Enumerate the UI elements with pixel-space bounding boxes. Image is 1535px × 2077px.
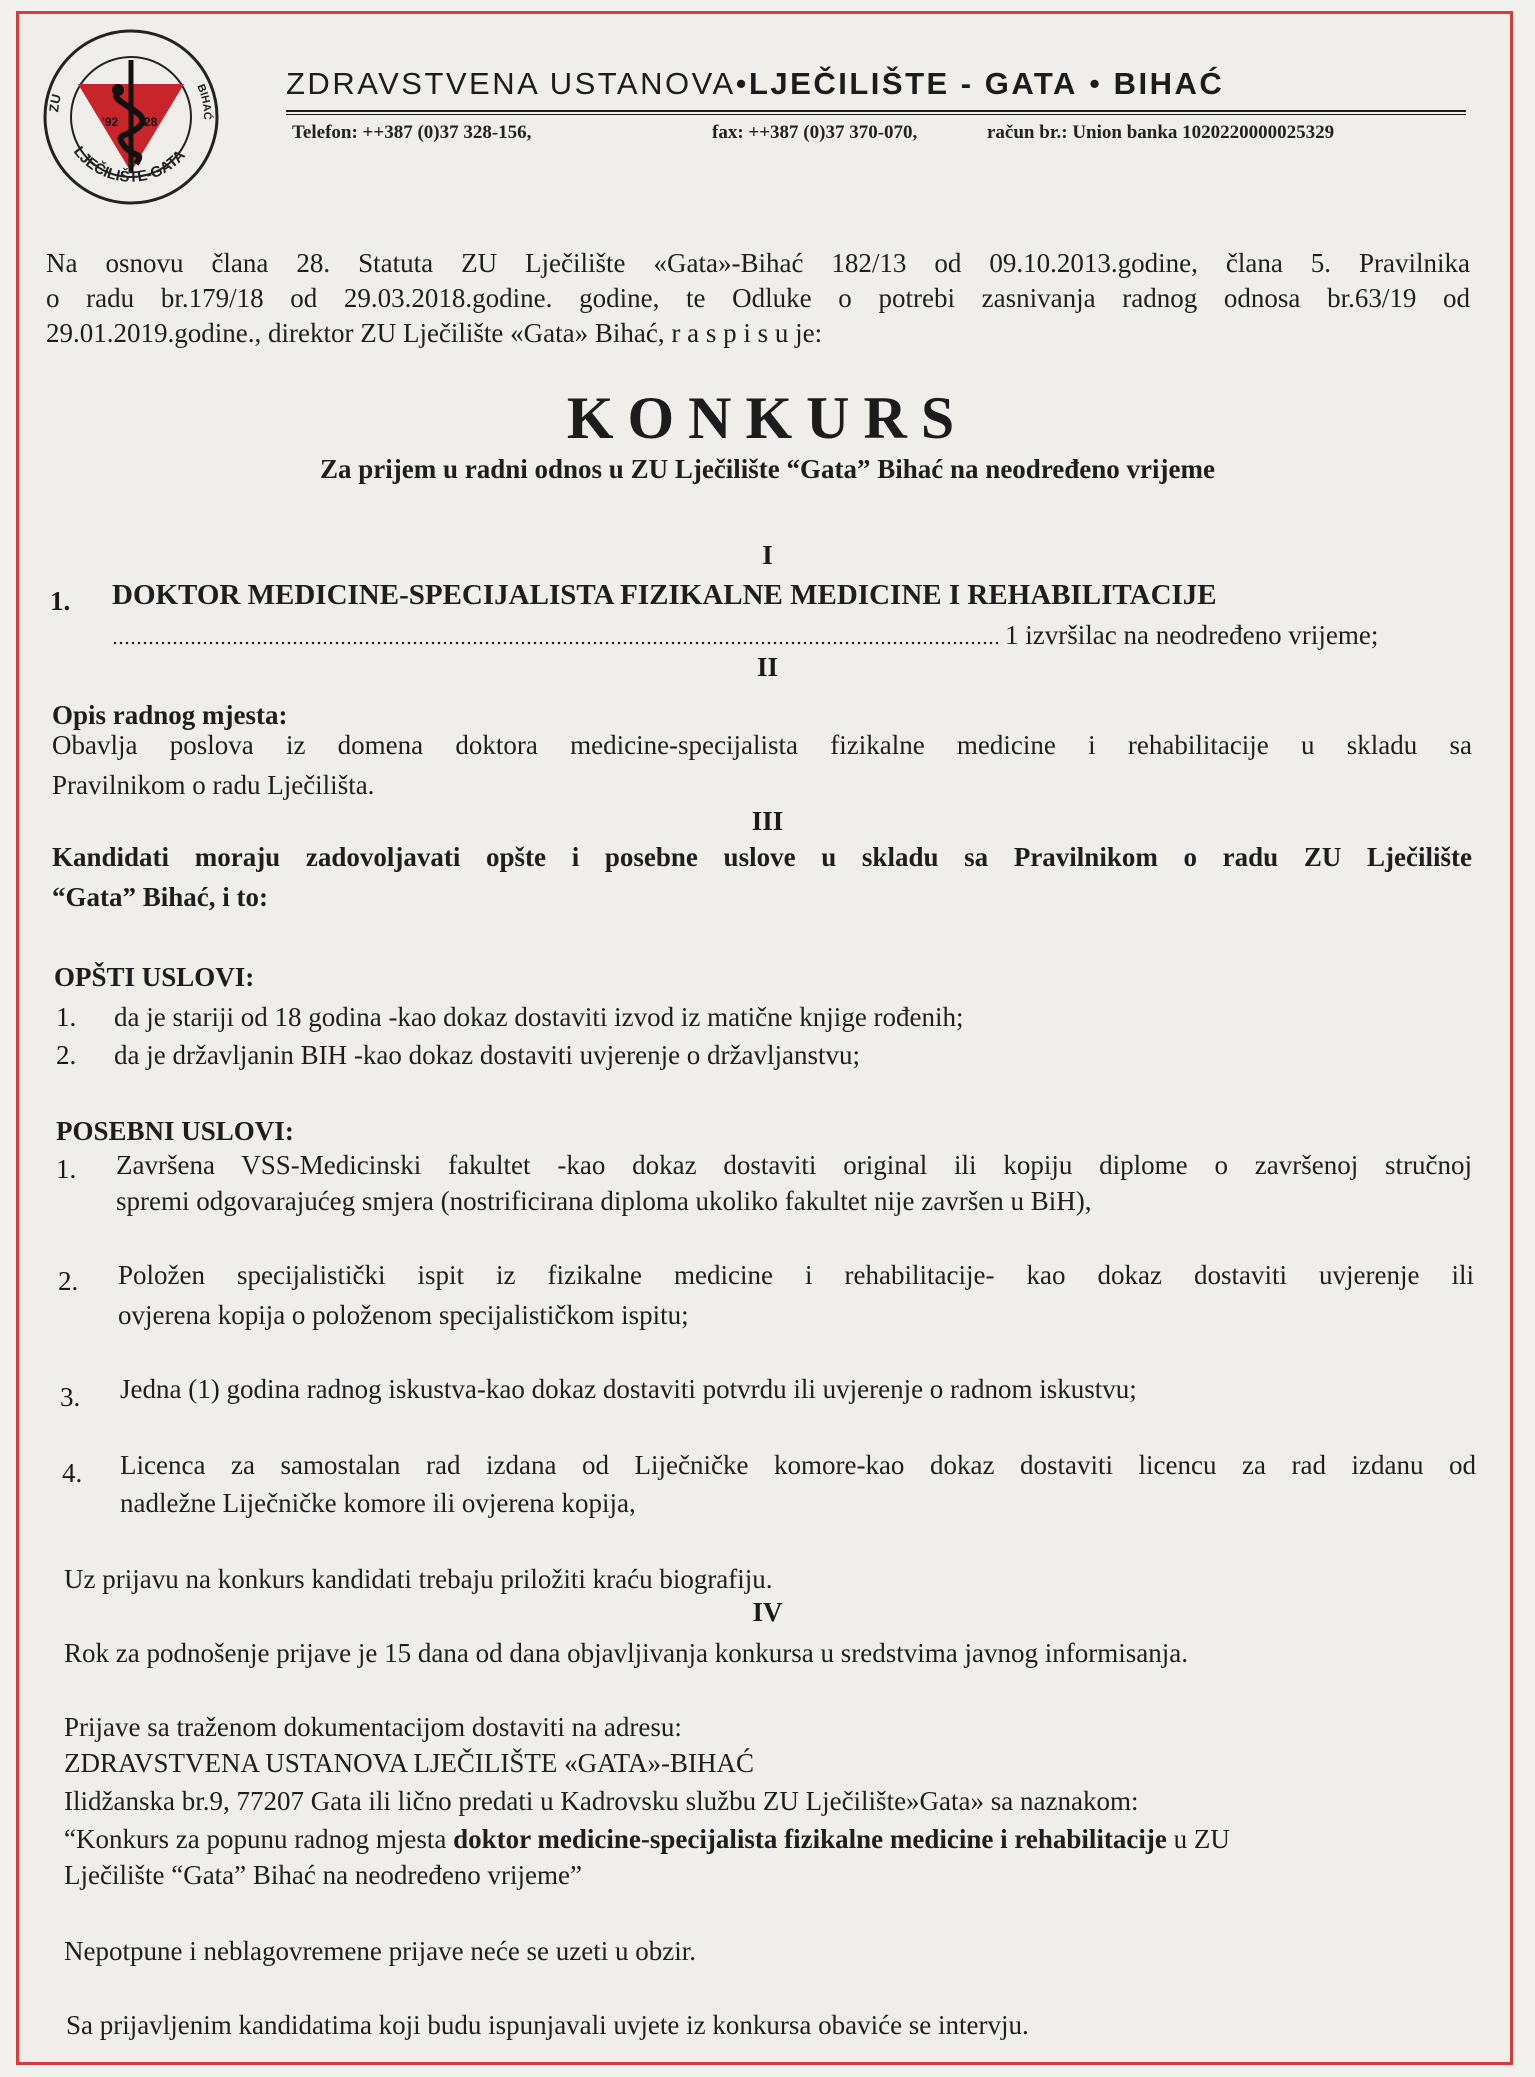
section-number-I: I — [762, 540, 773, 570]
special-conditions-heading: POSEBNI USLOVI: — [56, 1116, 294, 1146]
phone: Telefon: ++387 (0)37 328-156, — [292, 122, 532, 143]
job-description-line: Pravilnikom o radu Lječilišta. — [52, 770, 375, 800]
position-count: 1 izvršilac na neodređeno vrijeme; — [1005, 620, 1379, 650]
conditions-heading: “Gata” Bihać, i to: — [52, 882, 268, 912]
address-name: ZDRAVSTVENA USTANOVA LJEČILIŠTE «GATA»-BIHAĆ — [64, 1748, 754, 1778]
position-title: DOKTOR MEDICINE-SPECIJALISTA FIZIKALNE MEDICINE I REHABILITACIJE — [112, 579, 1217, 611]
institution-part1: ZDRAVSTVENA USTANOVA — [286, 66, 736, 101]
general-condition: da je stariji od 18 godina -kao dokaz dostaviti izvod iz matične knjige rođenih; — [114, 1002, 964, 1032]
list-number: 1. — [56, 1154, 77, 1184]
application-mark-line2: Lječilište “Gata” Bihać na neodređeno vrijeme” — [64, 1860, 582, 1890]
header-rule-top — [286, 110, 1466, 112]
cv-note: Uz prijavu na konkurs kandidati trebaju priložiti kraću biografiju. — [64, 1564, 773, 1594]
special-condition: Završena VSS-Medicinski fakultet -kao dokaz dostaviti original ili kopiju diplome o završenoj stručnoj — [116, 1150, 1472, 1180]
interview-note: Sa prijavljenim kandidatima koji budu ispunjavali uvjete iz konkursa obaviće se intervju. — [66, 2010, 1029, 2040]
general-condition: da je državljanin BIH -kao dokaz dostaviti uvjerenje o državljanstvu; — [114, 1040, 861, 1070]
section-number-III: III — [751, 806, 784, 836]
separator-dot: • — [735, 66, 749, 101]
preamble-line: 29.01.2019.godine., direktor ZU Lječilište «Gata» Bihać, r a s p i s u je: — [46, 318, 823, 348]
list-number: 2. — [56, 1040, 77, 1070]
job-description-line: Obavlja poslova iz domena doktora medicine-specijalista fizikalne medicine i rehabilitacije u skladu sa — [52, 730, 1472, 760]
mark-suffix: u ZU — [1166, 1824, 1230, 1854]
address-intro: Prijave sa traženom dokumentacijom dostaviti na adresu: — [64, 1712, 682, 1742]
special-condition: ovjerena kopija o položenom specijalističkom ispitu; — [118, 1300, 689, 1330]
svg-text:ZU: ZU — [46, 92, 65, 113]
section-number-II: II — [756, 652, 778, 682]
svg-text:28: 28 — [144, 115, 158, 129]
institution-part2: LJEČILIŠTE - GATA — [748, 66, 1078, 101]
general-conditions-heading: OPŠTI USLOVI: — [54, 962, 255, 992]
institution-name — [286, 66, 1224, 102]
special-condition: spremi odgovarajućeg smjera (nostrificirana diploma ukoliko fakultet nije završen u BiH), — [116, 1186, 1092, 1216]
application-mark — [64, 1822, 1484, 1856]
conditions-heading: Kandidati moraju zadovoljavati opšte i posebne uslove u skladu sa Pravilnikom o radu ZU Lječilište — [52, 842, 1472, 872]
incomplete-note: Nepotpune i neblagovremene prijave neće se uzeti u obzir. — [64, 1936, 696, 1966]
position-number: 1. — [50, 586, 71, 616]
svg-text:'92: '92 — [102, 115, 119, 129]
special-condition: Licenca za samostalan rad izdana od Liječničke komore-kao dokaz dostaviti licencu za rad izdanu od — [120, 1450, 1476, 1480]
job-description-heading: Opis radnog mjesta: — [52, 700, 288, 730]
bank-account: račun br.: Union banka 1020220000025329 — [987, 122, 1335, 143]
deadline: Rok za podnošenje prijave je 15 dana od dana objavljivanja konkursa u sredstvima javnog informisanja. — [64, 1638, 1188, 1668]
svg-text:LJEČILIŠTE-GATA: LJEČILIŠTE-GATA — [69, 143, 189, 186]
special-condition: Položen specijalistički ispit iz fizikalne medicine i rehabilitacije- kao dokaz dostaviti uvjerenje ili — [118, 1260, 1474, 1290]
address-line: Ilidžanska br.9, 77207 Gata ili lično predati u Kadrovsku službu ZU Lječilište»Gata» sa naznakom: — [64, 1786, 1139, 1816]
mark-position: doktor medicine-specijalista fizikalne medicine i rehabilitacije — [453, 1824, 1167, 1854]
list-number: 2. — [58, 1266, 79, 1296]
institution-part3: BIHAĆ — [1113, 66, 1225, 101]
document-title: KONKURS — [566, 385, 969, 451]
preamble-line: o radu br.179/18 od 29.03.2018.godine. godine, te Odluke o potrebi zasnivanja radnog odnosa br.63/19 od — [46, 283, 1470, 313]
list-number: 1. — [56, 1002, 77, 1032]
preamble-line: Na osnovu člana 28. Statuta ZU Lječilište «Gata»-Bihać 182/13 od 09.10.2013.godine, člana 5. Pravilnika — [46, 248, 1470, 278]
special-condition: nadležne Liječničke komore ili ovjerena kopija, — [120, 1488, 636, 1518]
separator-dot: • — [1089, 66, 1103, 101]
dotted-leader — [112, 640, 1000, 646]
fax: fax: ++387 (0)37 370-070, — [712, 122, 918, 143]
svg-text:BIHAĆ: BIHAĆ — [194, 82, 214, 120]
mark-prefix: “Konkurs za popunu radnog mjesta — [64, 1824, 454, 1854]
section-number-IV: IV — [752, 1597, 783, 1627]
list-number: 4. — [62, 1458, 83, 1488]
list-number: 3. — [60, 1382, 81, 1412]
institution-logo — [36, 22, 226, 212]
header-rule-bottom — [286, 114, 1466, 115]
document-subtitle: Za prijem u radni odnos u ZU Lječilište “Gata” Bihać na neodređeno vrijeme — [320, 454, 1215, 484]
special-condition: Jedna (1) godina radnog iskustva-kao dokaz dostaviti potvrdu ili uvjerenje o radnom iskustvu; — [120, 1374, 1137, 1404]
